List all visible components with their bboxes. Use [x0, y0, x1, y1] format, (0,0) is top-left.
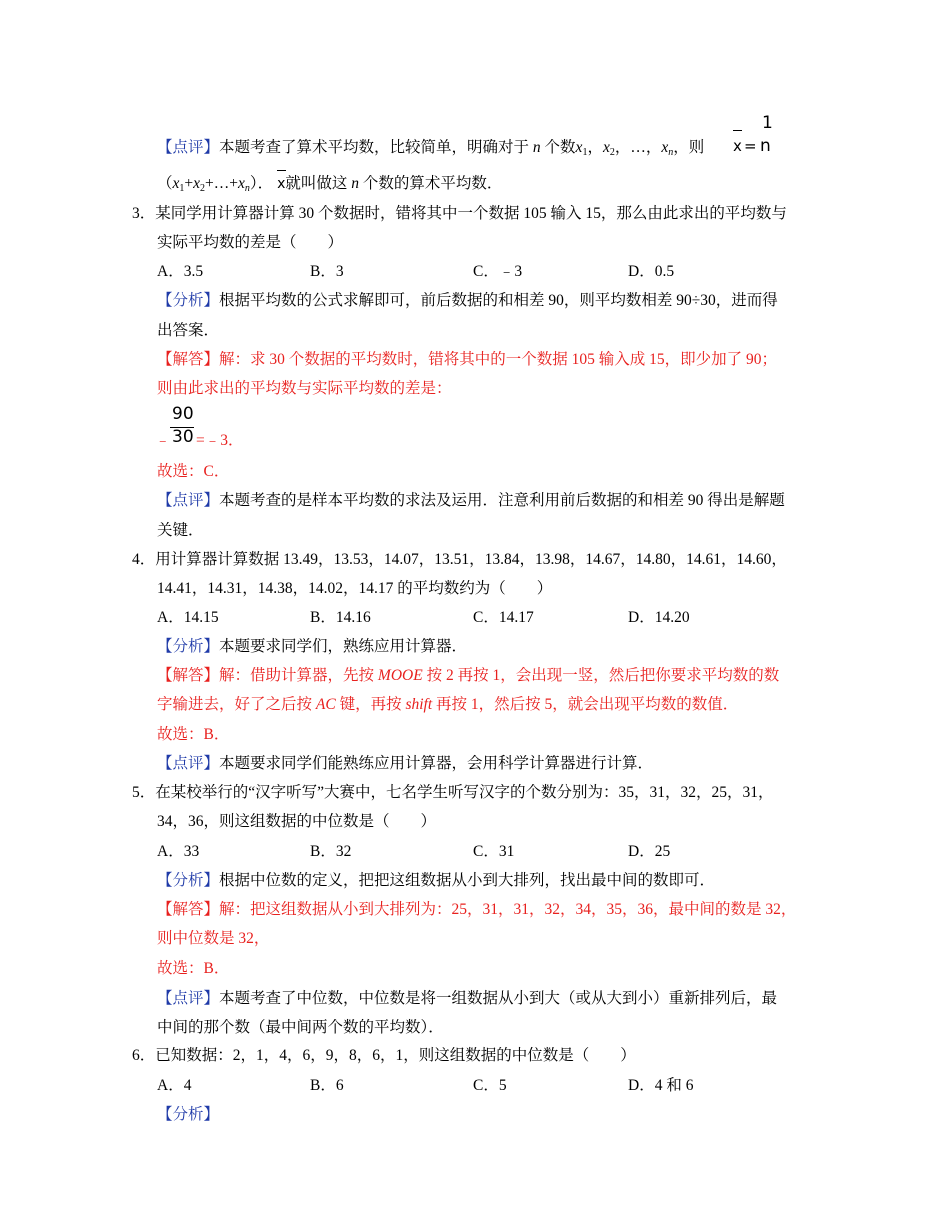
formula-x: x	[733, 137, 742, 155]
formula-eq: =	[744, 137, 757, 155]
q4-analysis-line-1: 【分析】本题要求同学们，熟练应用计算器．	[157, 638, 468, 655]
option-b: B．14.16	[310, 609, 371, 626]
option-d: D．14.20	[628, 609, 690, 626]
q3-comment-line-2: 关键．	[157, 522, 204, 539]
q5-choice: 故选：B．	[157, 960, 230, 977]
question-number: 6．	[132, 1047, 156, 1064]
q4-stem-line-2: 14.41，14.31，14.38，14.02，14.17 的平均数约为（ ）	[157, 580, 553, 597]
option-b: B．3	[310, 263, 344, 280]
q3-answer-line-1: 【解答】解：求 30 个数据的平均数时，错将其中的一个数据 105 输入成 15，即少加了 90；	[157, 351, 778, 368]
q4-answer-line-1: 【解答】解：借助计算器，先按 MOOE 按 2 再按 1，会出现一竖，然后把你要求平均数的数	[157, 667, 780, 684]
q4-comment-line-1: 【点评】本题要求同学们能熟练应用计算器，会用科学计算器进行计算．	[157, 755, 654, 772]
q3-stem-line-2: 实际平均数的差是（ ）	[157, 234, 344, 251]
question-number: 4．	[132, 551, 156, 568]
q3-analysis-line-1: 【分析】根据平均数的公式求解即可，前后数据的和相差 90，则平均数相差 90÷30，进而得	[157, 292, 778, 309]
fraction-numerator: 90	[172, 404, 194, 424]
q5-analysis-line-1: 【分析】根据中位数的定义，把把这组数据从小到大排列，找出最中间的数即可．	[157, 872, 716, 889]
option-c: C．31	[473, 843, 515, 860]
q5-answer-line-2: 则中位数是 32，	[157, 930, 270, 947]
formula-numerator: 1	[762, 113, 773, 133]
q2-comment-line-1: 【点评】本题考查了算术平均数，比较简单，明确对于 n 个数$x_1$，$x_2$，…，$x_n$，则	[157, 139, 705, 158]
option-d: D．25	[628, 843, 671, 860]
option-a: A．33	[157, 843, 200, 860]
option-c: C．﹣3	[473, 263, 523, 280]
q2-comment-line-2: $(x_1+x_2+\dots+x_n)$． x就叫做这 n 个数的算术平均数．	[157, 173, 502, 195]
option-b: B．6	[310, 1077, 344, 1094]
q5-comment-line-2: 中间的那个数（最中间两个数的平均数）．	[157, 1019, 444, 1036]
q5-answer-line-1: 【解答】解：把这组数据从小到大排列为：25，31，31，32，34，35，36，最中间的数是 32，	[157, 901, 797, 918]
option-c: C．5	[473, 1077, 507, 1094]
q3-choice: 故选：C．	[157, 463, 230, 480]
option-a: A．4	[157, 1077, 192, 1094]
fraction-denominator: 30	[172, 427, 194, 447]
fraction-minus: ﹣	[155, 432, 171, 449]
option-b: B．32	[310, 843, 352, 860]
fraction-result: =﹣3．	[196, 432, 244, 449]
q3-analysis-line-2: 出答案．	[157, 322, 220, 339]
formula-denominator: n	[760, 136, 771, 156]
q5-stem-line-1: 5．在某校举行的“汉字听写”大赛中，七名学生听写汉字的个数分别为：35，31，32，25，31，	[132, 784, 774, 801]
q3-stem-line-1: 3．某同学用计算器计算 30 个数据时，错将其中一个数据 105 输入 15，那么由此求出的平均数与	[132, 205, 787, 222]
question-number: 5．	[132, 784, 156, 801]
option-c: C．14.17	[473, 609, 534, 626]
option-a: A．14.15	[157, 609, 219, 626]
q3-answer-line-2: 则由此求出的平均数与实际平均数的差是：	[157, 380, 452, 397]
q4-choice: 故选：B．	[157, 726, 230, 743]
option-d: D．4 和 6	[628, 1077, 694, 1094]
option-a: A．3.5	[157, 263, 204, 280]
q6-analysis-tag: 【分析】	[157, 1106, 220, 1123]
comment-tag: 【点评】	[157, 139, 220, 156]
q5-comment-line-1: 【点评】本题考查了中位数，中位数是将一组数据从小到大（或从大到小）重新排列后，最	[157, 990, 778, 1007]
q5-stem-line-2: 34，36，则这组数据的中位数是（ ）	[157, 813, 437, 830]
option-d: D．0.5	[628, 263, 675, 280]
q3-comment-line-1: 【点评】本题考查的是样本平均数的求法及运用．注意利用前后数据的和相差 90 得出是解题	[157, 492, 785, 509]
q6-stem-line-1: 6．已知数据：2，1，4，6，9，8，6，1，则这组数据的中位数是（ ）	[132, 1047, 636, 1064]
q4-stem-line-1: 4．用计算器计算数据 13.49，13.53，14.07，13.51，13.84，13.98，14.67，14.80，14.61，14.60，	[132, 551, 787, 568]
question-number: 3．	[132, 205, 156, 222]
q4-answer-line-2: 字输进去，好了之后按 AC 键，再按 shift 再按 1，然后按 5，就会出现平均数的数值．	[157, 696, 739, 713]
